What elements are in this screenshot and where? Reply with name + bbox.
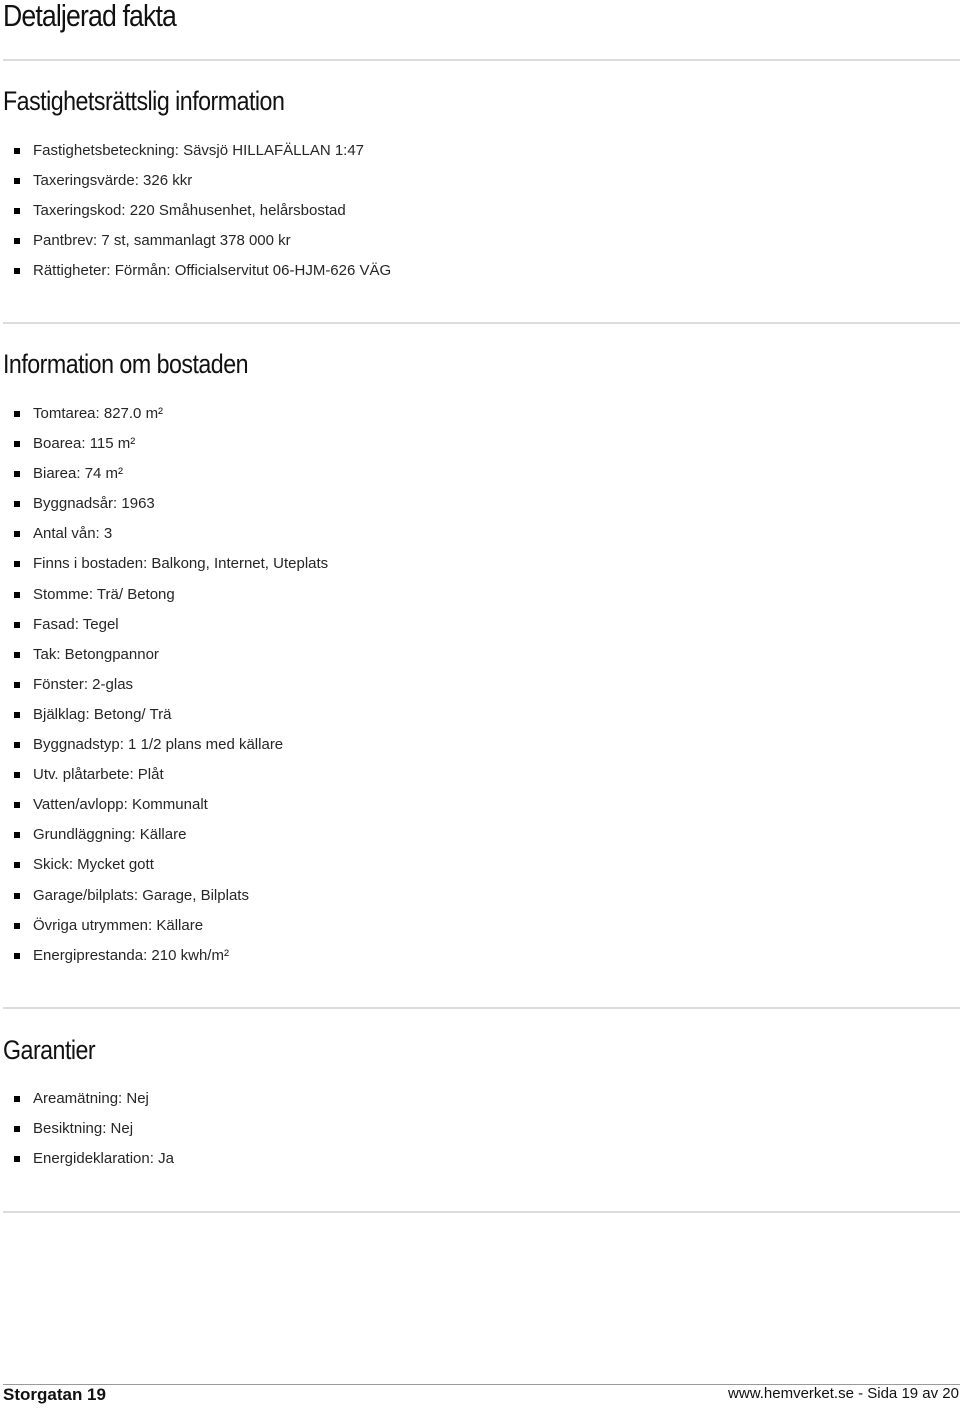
fact-text: Bjälklag: Betong/ Trä — [33, 705, 172, 723]
list-item — [0, 1114, 174, 1144]
bullet-icon — [14, 268, 20, 274]
footer-address: Storgatan 19 — [3, 1385, 106, 1404]
fact-text: Grundläggning: Källare — [33, 826, 187, 844]
list-item — [0, 881, 328, 911]
bullet-icon — [14, 1156, 20, 1162]
bullet-icon — [14, 1126, 20, 1132]
fact-text: Byggnadsår: 1963 — [33, 495, 155, 513]
list-item — [0, 640, 328, 670]
fact-text: Besiktning: Nej — [33, 1120, 134, 1137]
bullet-icon — [14, 652, 20, 658]
fact-text: Antal vån: 3 — [33, 525, 113, 543]
fact-text: Pantbrev: 7 st, sammanlagt 378 000 kr — [33, 232, 291, 250]
page-title: Detaljerad fakta — [3, 0, 176, 33]
fact-text: Energideklaration: Ja — [33, 1150, 174, 1167]
list-item — [0, 730, 328, 760]
bullet-icon — [14, 712, 20, 718]
fact-text: Vatten/avlopp: Kommunalt — [33, 796, 208, 814]
bullet-icon — [14, 238, 20, 244]
list-item — [0, 700, 328, 730]
fact-text: Boarea: 115 m² — [33, 435, 136, 453]
fact-text: Utv. plåtarbete: Plåt — [33, 766, 164, 784]
divider — [3, 322, 960, 324]
bullet-icon — [14, 1096, 20, 1102]
list-item — [0, 429, 328, 459]
list-item — [0, 1144, 174, 1174]
bullet-icon — [14, 802, 20, 808]
list-item — [0, 519, 328, 549]
fact-text: Tak: Betongpannor — [33, 645, 159, 663]
fact-text: Garage/bilplats: Garage, Bilplats — [33, 886, 249, 904]
fact-text: Taxeringsvärde: 326 kkr — [33, 172, 193, 190]
fact-list-garantier — [0, 1084, 174, 1174]
fact-text: Övriga utrymmen: Källare — [33, 916, 204, 934]
fact-text: Finns i bostaden: Balkong, Internet, Uteplats — [33, 555, 329, 573]
list-item — [0, 790, 328, 820]
section-title-fastighetsrattslig: Fastighetsrättslig information — [3, 86, 285, 116]
bullet-icon — [14, 923, 20, 929]
list-item — [0, 580, 328, 610]
section-title-bostaden: Information om bostaden — [3, 349, 248, 379]
bullet-icon — [14, 772, 20, 778]
list-item — [0, 166, 391, 196]
bullet-icon — [14, 471, 20, 477]
bullet-icon — [14, 893, 20, 899]
list-item — [0, 1084, 174, 1114]
list-item — [0, 941, 328, 971]
list-item — [0, 489, 328, 519]
list-item — [0, 820, 328, 850]
fact-text: Taxeringskod: 220 Småhusenhet, helårsbostad — [33, 202, 346, 220]
bullet-icon — [14, 742, 20, 748]
fact-text: Skick: Mycket gott — [33, 856, 154, 874]
list-item — [0, 226, 391, 256]
fact-text: Fasad: Tegel — [33, 615, 119, 633]
fact-text: Energiprestanda: 210 kwh/m² — [33, 946, 229, 964]
fact-text: Rättigheter: Förmån: Officialservitut 06-HJM-626 VÄG — [33, 262, 392, 280]
list-item — [0, 760, 328, 790]
divider — [3, 59, 960, 61]
footer-page-info: www.hemverket.se - Sida 19 av 20 — [728, 1385, 959, 1402]
bullet-icon — [14, 531, 20, 537]
list-item — [0, 670, 328, 700]
bullet-icon — [14, 592, 20, 598]
list-item — [0, 399, 328, 429]
fact-text: Fönster: 2-glas — [33, 675, 134, 693]
fact-text: Fastighetsbeteckning: Sävsjö HILLAFÄLLAN 1:47 — [33, 142, 365, 159]
list-item — [0, 196, 391, 226]
fact-text: Biarea: 74 m² — [33, 465, 124, 483]
list-item — [0, 136, 391, 166]
divider — [3, 1211, 960, 1213]
divider — [3, 1007, 960, 1009]
bullet-icon — [14, 832, 20, 838]
bullet-icon — [14, 561, 20, 567]
list-item — [0, 256, 391, 286]
fact-text: Areamätning: Nej — [33, 1090, 149, 1107]
fact-list-fastighetsrattslig — [0, 136, 391, 286]
fact-list-bostaden — [0, 399, 328, 971]
bullet-icon — [14, 862, 20, 868]
bullet-icon — [14, 682, 20, 688]
bullet-icon — [14, 501, 20, 507]
bullet-icon — [14, 622, 20, 628]
fact-text: Tomtarea: 827.0 m² — [33, 405, 164, 422]
bullet-icon — [14, 208, 20, 214]
section-title-garantier: Garantier — [3, 1035, 96, 1065]
list-item — [0, 610, 328, 640]
fact-text: Stomme: Trä/ Betong — [33, 585, 175, 603]
list-item — [0, 850, 328, 880]
fact-text: Byggnadstyp: 1 1/2 plans med källare — [33, 736, 284, 754]
bullet-icon — [14, 178, 20, 184]
list-item — [0, 911, 328, 941]
list-item — [0, 459, 328, 489]
list-item — [0, 549, 328, 579]
bullet-icon — [14, 441, 20, 447]
bullet-icon — [14, 411, 20, 417]
bullet-icon — [14, 953, 20, 959]
bullet-icon — [14, 148, 20, 154]
